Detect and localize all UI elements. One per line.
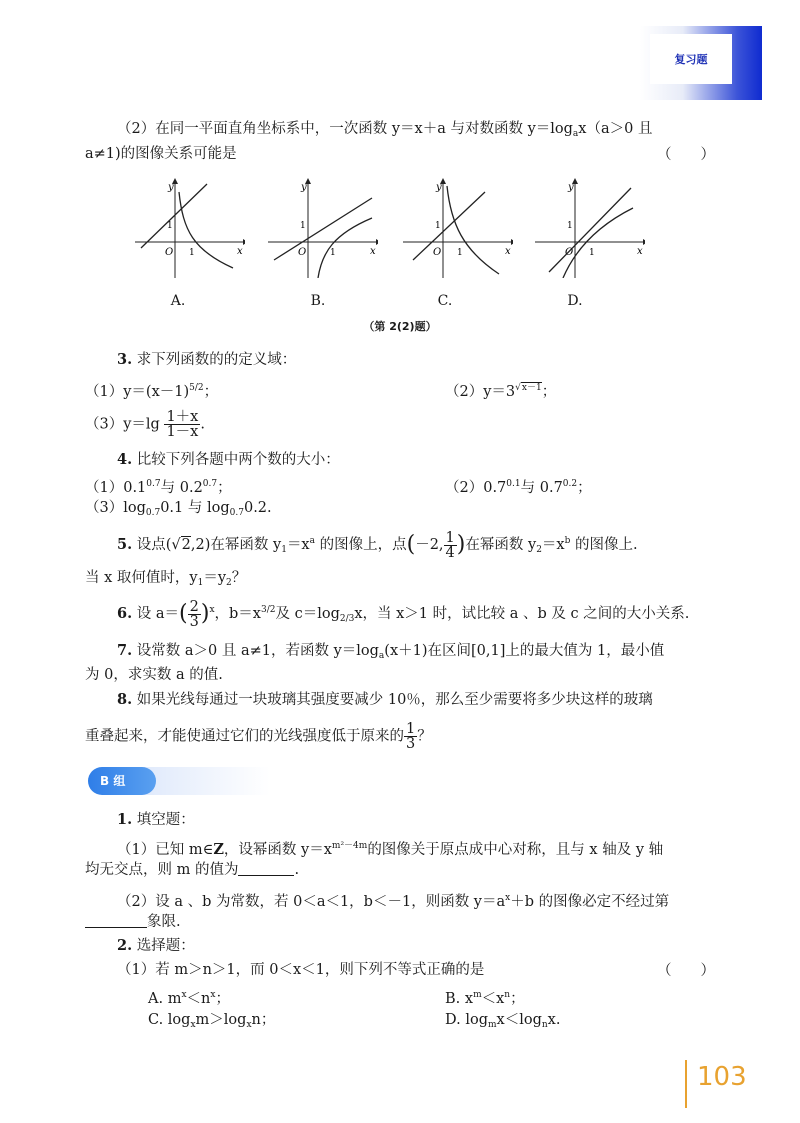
- q4-part3: $(3)\log_{0.7}0.1$ 与 $\log_{0.7}0.2$.: [85, 500, 272, 518]
- page-number: 103: [697, 1062, 747, 1092]
- q2-2-line2: a≠1)的图像关系可能是: [85, 146, 237, 162]
- b1-part1-line1: （1）已知 m∈Z，设幂函数 $y=x^{m^2-4m}$的图像关于原点成中心对称，且与 x 轴及 y 轴: [117, 841, 664, 858]
- graph-b-tick-x: 1: [330, 248, 336, 258]
- q4-title: 4. 比较下列各题中两个数的大小：: [117, 451, 340, 468]
- q5-line1: 5. 设点(√2,2)在幂函数 $y_1=x^a$ 的图像上，点(－2, $\frac{1}{4}$ )在幂函数 $y_2=x^b$ 的图像上.: [117, 529, 638, 561]
- figure-caption: （第 2(2)题）: [363, 320, 437, 333]
- b2-title: 2. 选择题：: [117, 937, 195, 954]
- graph-b-label: B.: [310, 293, 326, 309]
- graph-a-tick-x: 1: [189, 248, 195, 258]
- graph-d-line: [549, 188, 631, 272]
- graph-d-x-label: x: [637, 246, 643, 257]
- b2-option-a: A. $m^x<n^x$；: [148, 990, 230, 1007]
- q8-line1: 8. 如果光线每通过一块玻璃其强度要减少 10％，那么至少需要将多少块这样的玻璃: [117, 691, 653, 708]
- graph-c-x-label: x: [505, 246, 511, 257]
- graph-a-y-label: y: [168, 182, 174, 193]
- graph-b-x-label: x: [370, 246, 376, 257]
- b2-part1: （1）若 m＞n＞1，而 0＜x＜1，则下列不等式正确的是: [117, 962, 485, 978]
- b2-option-d: D. $\log_mx<\log_nx$.: [445, 1012, 561, 1030]
- q4-part2: $(2)0.7^{0.1}$与 $0.7^{0.2}$；: [445, 479, 592, 496]
- graph-c-tick-x: 1: [457, 248, 463, 258]
- graph-a-line: [141, 184, 207, 248]
- graph-b: [268, 178, 378, 278]
- graph-b-origin: O: [298, 247, 307, 258]
- q4-part1: $(1)0.1^{0.7}$与 $0.2^{0.7}$；: [85, 479, 232, 496]
- graph-d-tick-y: 1: [567, 221, 573, 231]
- graph-d: [535, 178, 645, 278]
- b1-title: 1. 填空题：: [117, 811, 195, 828]
- q7-line1: 7. 设常数 a＞0 且 a≠1，若函数 $y=\log_a(x+1)$在区间[0,1]上的最大值为 1，最小值: [117, 642, 665, 661]
- graph-c-label: C.: [437, 293, 453, 309]
- b1-part1-blank[interactable]: [238, 862, 294, 876]
- graph-a-origin: O: [165, 247, 174, 258]
- q5-line2: 当 x 取何值时，$y_1=y_2$？: [85, 570, 247, 588]
- graph-d-curve: [563, 208, 633, 278]
- graph-a: [135, 178, 245, 278]
- q3-part2: $(2)y=3^{√x-1}$；: [445, 383, 557, 400]
- graph-a-x-label: x: [237, 246, 243, 257]
- graph-d-origin: O: [565, 247, 574, 258]
- q3-part3: （3）y＝lg $\frac{1+x}{1-x}$ .: [85, 409, 205, 440]
- graph-d-y-label: y: [568, 182, 574, 193]
- b2-option-c: C. $\log_xm>\log_xn$；: [148, 1012, 276, 1030]
- section-title: 复习题: [674, 53, 708, 66]
- graph-a-label: A.: [170, 293, 186, 309]
- graph-c-tick-y: 1: [435, 221, 441, 231]
- graph-d-label: D.: [567, 293, 583, 309]
- q8-line2: 重叠起来，才能使通过它们的光线强度低于原来的 $\frac{1}{3}$ ？: [85, 721, 432, 752]
- graph-b-tick-y: 1: [300, 221, 306, 231]
- page-number-bar: [685, 1060, 687, 1108]
- b1-part2-line2: 象限.: [85, 911, 725, 933]
- q3-title: 3. 求下列函数的的定义域：: [117, 351, 297, 368]
- b2-answer-paren: （ ）: [657, 963, 715, 979]
- b1-part1-line2: 均无交点，则 m 的值为 .: [85, 862, 300, 878]
- group-b-label: B 组: [100, 774, 126, 788]
- graph-c-origin: O: [433, 247, 442, 258]
- q2-2-answer-paren: （ ）: [657, 147, 715, 163]
- b2-option-b: B. $x^m<x^n$；: [445, 990, 525, 1007]
- graph-d-tick-x: 1: [589, 248, 595, 258]
- graph-b-line: [274, 198, 372, 260]
- graph-b-y-label: y: [301, 182, 307, 193]
- graph-a-tick-y: 1: [167, 221, 173, 231]
- q3-part1: $(1)y=(x-1)^{5/2}$；: [85, 383, 219, 400]
- graph-c-y-label: y: [436, 182, 442, 193]
- b1-part2-line1: （2）设 a 、b 为常数，若 0＜a＜1，b＜－1，则函数 $y=a^x+b$ 的图像必定不经过第: [117, 893, 670, 910]
- b1-part2-blank[interactable]: [85, 914, 147, 928]
- graph-c: [403, 178, 513, 278]
- q2-2-line1: （2）在同一平面直角坐标系中，一次函数 y＝x＋a 与对数函数 $y=\log_ax(a>0$ 且: [117, 121, 653, 139]
- q6-line: 6. 设 a＝( $\frac{2}{3}$ )$^x$，$b=x^{3/2}$及 $c=\log_{2/3}x$，当 x＞1 时，试比较 a 、b 及 c 之间的大小关系.: [117, 598, 690, 630]
- group-b-band: [140, 767, 270, 795]
- graph-c-curve: [447, 186, 499, 274]
- q7-line2: 为 0，求实数 a 的值.: [85, 667, 223, 683]
